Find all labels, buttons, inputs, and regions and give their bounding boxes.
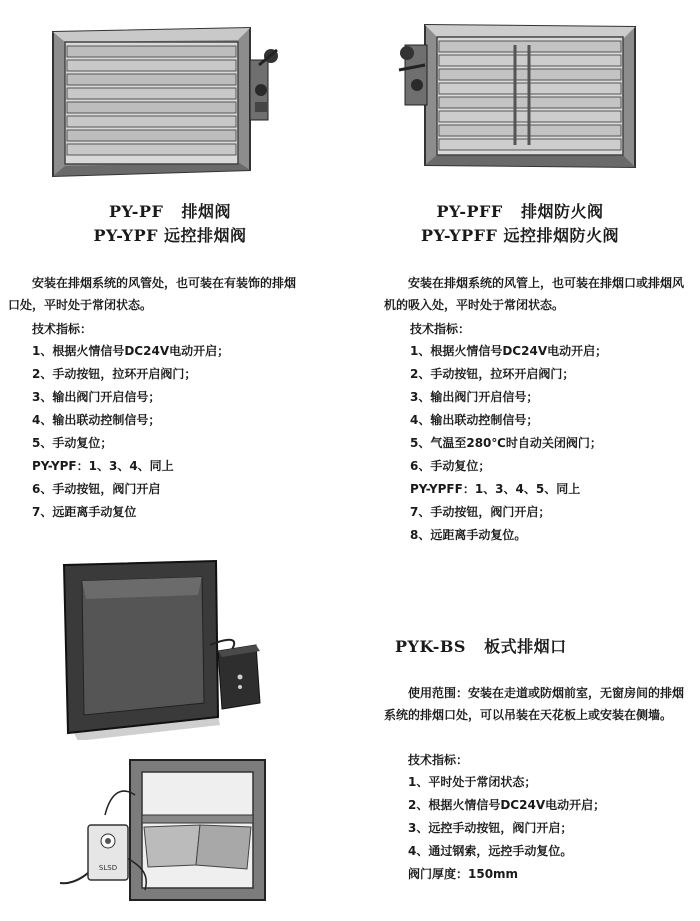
py-pf-specs [32, 318, 322, 524]
py-pf-title-line1: PY-PF 排烟阀 [108, 202, 232, 221]
spec-item: 5、手动复位； [32, 436, 113, 450]
py-pf-spec-list [32, 340, 322, 524]
spec-item: 4、通过钢索，远控手动复位。 [408, 844, 573, 858]
pyk-bs-panel-photo [60, 555, 270, 740]
pyk-bs-spec-list [408, 771, 693, 863]
py-pff-spec-list [410, 340, 695, 547]
spec-item: 7、手动按钮，阀门开启； [410, 505, 551, 519]
spec-item: 6、手动复位； [410, 459, 491, 473]
py-pff-damper-photo [395, 15, 645, 175]
spec-item: 6、手动按钮，阀门开启 [32, 482, 161, 496]
py-pf-damper-photo [45, 20, 295, 180]
py-pf-title [45, 200, 295, 248]
control-box-label: SLSD [98, 864, 118, 872]
spec-item: PY-YPFF：1、3、4、5、同上 [410, 482, 581, 496]
py-pf-spec-heading: 技术指标： [32, 322, 93, 336]
pyk-bs-description: 使用范围：安装在走道或防烟前室，无窗房间的排烟系统的排烟口处，可以吊装在天花板上或安装在侧墙。 [384, 686, 685, 722]
spec-item: 4、输出联动控制信号； [32, 413, 161, 427]
spec-item: 1、根据火情信号DC24V电动开启； [32, 344, 230, 358]
pyk-bs-frame-photo [50, 755, 280, 905]
spec-item: 4、输出联动控制信号； [410, 413, 539, 427]
spec-item: 2、手动按钮，拉环开启阀门； [410, 367, 575, 381]
py-pf-title-line2: PY-YPF 远控排烟阀 [93, 226, 247, 245]
spec-item: PY-YPF：1、3、4、同上 [32, 459, 174, 473]
pyk-bs-spec-heading: 技术指标： [408, 753, 469, 767]
py-pff-specs [410, 318, 695, 547]
py-pff-description: 安装在排烟系统的风管上，也可装在排烟口或排烟风机的吸入处，平时处于常闭状态。 [384, 276, 685, 312]
spec-item: 2、手动按钮，拉环开启阀门； [32, 367, 197, 381]
spec-item: 7、远距离手动复位 [32, 505, 137, 519]
spec-item: 3、输出阀门开启信号； [32, 390, 161, 404]
pyk-bs-thickness: 阀门厚度：150mm [408, 867, 519, 881]
spec-item: 3、输出阀门开启信号； [410, 390, 539, 404]
spec-item: 1、根据火情信号DC24V电动开启； [410, 344, 608, 358]
py-pff-title-line1: PY-PFF 排烟防火阀 [436, 202, 604, 221]
spec-item: 3、远控手动按钮，阀门开启； [408, 821, 573, 835]
spec-item: 2、根据火情信号DC24V电动开启； [408, 798, 606, 812]
spec-item: 8、远距离手动复位。 [410, 528, 527, 542]
spec-item: 1、平时处于常闭状态； [408, 775, 537, 789]
py-pff-spec-heading: 技术指标： [410, 322, 471, 336]
spec-item: 5、气温至280℃时自动关闭阀门； [410, 436, 602, 450]
pyk-bs-specs [408, 749, 693, 885]
py-pff-title [395, 200, 645, 248]
py-pff-title-line2: PY-YPFF 远控排烟防火阀 [421, 226, 619, 245]
pyk-bs-title: PYK-BS 板式排烟口 [395, 637, 567, 656]
py-pf-description: 安装在排烟系统的风管处，也可装在有装饰的排烟口处，平时处于常闭状态。 [8, 276, 297, 312]
